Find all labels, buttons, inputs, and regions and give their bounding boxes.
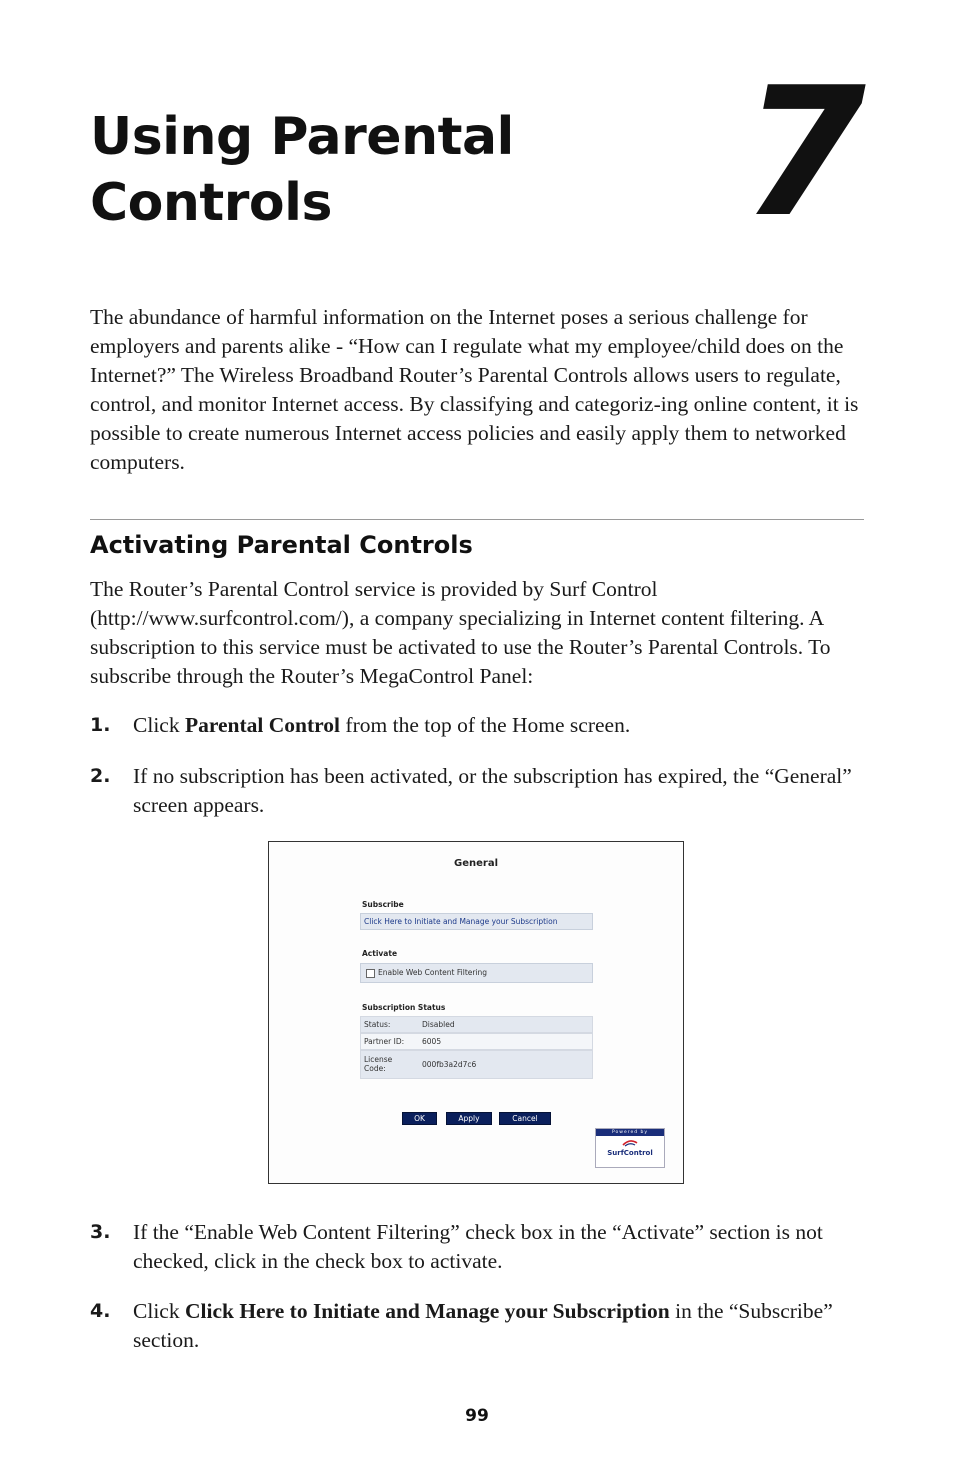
powered-by-label: Powered by: [596, 1129, 664, 1136]
license-code-row: [360, 1050, 593, 1079]
step-number: 2.: [90, 765, 111, 787]
step-text: If no subscription has been activated, or the subscription has expired, the “General” screen appears.: [133, 764, 852, 817]
chapter-title: [90, 104, 514, 236]
intro-paragraph: The abundance of harmful information on the Internet poses a serious challenge for employers and parents alike - “How can I regulate what my employee/child does on the Internet?” The Wireless Broadband Router’s Parental Controls allows users to regulate, control, and monitor Internet access. By classifying and categoriz-ing online content, it is possible to create numerous Internet access policies and easily apply them to networked computers.: [90, 305, 859, 474]
partner-id-row: [360, 1033, 593, 1050]
status-value: Disabled: [422, 1020, 455, 1029]
section-body: The Router’s Parental Control service is provided by Surf Control (http://www.surfcontrol.com/), a company specializing in Internet content filtering. A subscription to this service must be activated to use the Router’s Parental Controls. To subscribe through the Router’s MegaControl Panel:: [90, 577, 831, 688]
step-3: [90, 1218, 870, 1276]
license-code-key: License Code:: [364, 1055, 393, 1073]
step-text: If the “Enable Web Content Filtering” check box in the “Activate” section is not checked, click in the check box to activate.: [133, 1220, 823, 1273]
figure-title: General: [454, 858, 498, 869]
step-number: 1.: [90, 714, 111, 736]
step-text-post: in the “Subscribe” section.: [133, 1299, 833, 1352]
step-text: [133, 711, 870, 740]
activate-row[interactable]: [360, 963, 593, 983]
enable-filtering-label: Enable Web Content Filtering: [378, 968, 488, 977]
section-divider: [90, 519, 864, 520]
surfcontrol-wordmark: SurfControl: [607, 1149, 653, 1157]
subscribe-link[interactable]: Click Here to Initiate and Manage your Subscription: [360, 913, 593, 930]
chapter-number: 7: [742, 49, 866, 256]
activate-label: Activate: [362, 949, 398, 958]
status-row: [360, 1016, 593, 1033]
page-number: 99: [465, 1406, 489, 1426]
step-text-bold: Parental Control: [184, 713, 341, 737]
subscribe-label: Subscribe: [362, 900, 404, 909]
apply-button[interactable]: Apply: [446, 1112, 492, 1125]
step-text-post: from the top of the Home screen.: [340, 713, 631, 737]
general-screen-screenshot: [268, 841, 684, 1184]
subscription-status-label: Subscription Status: [362, 1003, 446, 1012]
step-4: [90, 1297, 870, 1355]
step-2: [90, 762, 870, 820]
cancel-button[interactable]: Cancel: [499, 1112, 551, 1125]
step-text-bold: Click Here to Initiate and Manage your Subscription: [184, 1299, 670, 1323]
step-text: [133, 1297, 870, 1355]
license-code-value: 000fb3a2d7c6: [422, 1060, 477, 1069]
step-text-pre: Click: [133, 713, 185, 737]
partner-id-key: Partner ID:: [364, 1037, 405, 1046]
partner-id-value: 6005: [422, 1037, 442, 1046]
enable-filtering-checkbox[interactable]: [366, 969, 375, 978]
step-number: 3.: [90, 1221, 111, 1243]
chapter-title-line-2: Controls: [90, 173, 332, 233]
ok-button[interactable]: OK: [402, 1112, 437, 1125]
step-text-pre: Click: [133, 1299, 185, 1323]
status-key: Status:: [364, 1020, 391, 1029]
section-heading: Activating Parental Controls: [90, 531, 473, 559]
surfcontrol-logo: [595, 1128, 665, 1168]
step-1: [90, 711, 870, 740]
step-number: 4.: [90, 1300, 111, 1322]
surfcontrol-swoosh-icon: [622, 1139, 638, 1147]
chapter-title-line-1: Using Parental: [90, 107, 514, 167]
